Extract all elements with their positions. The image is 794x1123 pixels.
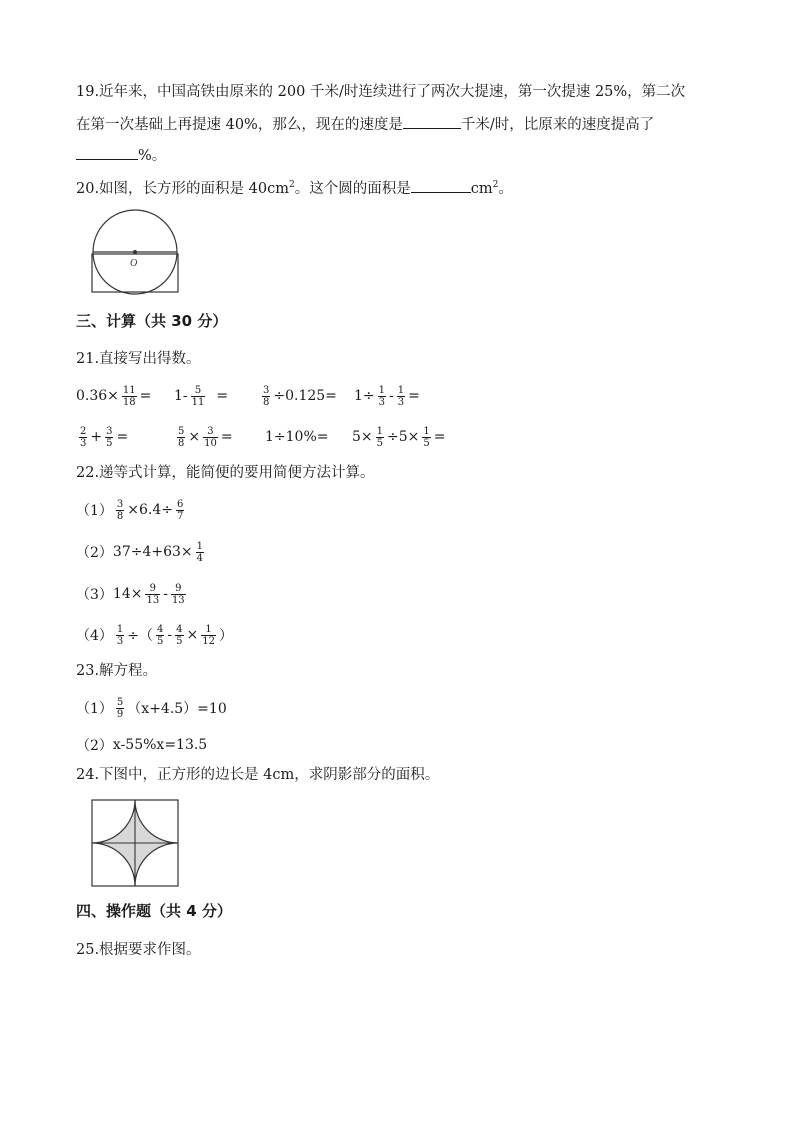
q22-p4-mid1: ÷（ — [127, 628, 154, 644]
numerator: 3 — [263, 384, 270, 396]
q21-r1-b-post: = — [216, 388, 229, 404]
q21-r2-item-b — [174, 426, 233, 449]
denominator: 9 — [116, 708, 124, 720]
q22-p1-frac2 — [176, 499, 184, 522]
denominator: 12 — [202, 635, 215, 647]
q22-p3-mid: - — [163, 586, 168, 602]
q22-p4-end: ） — [218, 628, 233, 644]
denominator: 3 — [378, 396, 386, 408]
q22-part3 — [76, 581, 189, 607]
q20-center-dot — [133, 250, 137, 254]
q23-part2 — [76, 732, 207, 758]
numerator: 11 — [122, 384, 136, 396]
q21-row2 — [76, 424, 776, 450]
q21-row1 — [76, 383, 776, 409]
q20-text-a: 20.如图，长方形的面积是 40cm — [76, 180, 289, 197]
denominator: 8 — [263, 396, 270, 408]
denominator: 11 — [191, 396, 205, 408]
q20-unit-sup: 2 — [492, 180, 499, 190]
q20-unit: cm — [470, 180, 493, 197]
denominator: 5 — [376, 437, 384, 449]
q21-r2-a-frac1 — [79, 426, 87, 449]
q21-r2-item-c — [265, 429, 329, 445]
denominator: 7 — [177, 510, 184, 522]
q25-title: 25.根据要求作图。 — [76, 942, 201, 958]
denominator: 4 — [196, 552, 204, 564]
q21-r1-item-a — [76, 385, 151, 408]
q20-answer-blank[interactable] — [411, 177, 471, 193]
numerator: 4 — [176, 623, 183, 635]
q21-title: 21.直接写出得数。 — [76, 351, 201, 367]
q21-r2-c-text: 1÷10%= — [265, 429, 329, 445]
numerator: 1 — [116, 623, 124, 635]
q21-r1-item-c — [259, 385, 337, 408]
section4-heading: 四、操作题（共 4 分） — [76, 902, 232, 920]
q22-p1-mid: ×6.4÷ — [127, 502, 174, 518]
q21-r1-d-mid: - — [389, 388, 394, 404]
q22-p4-frac2 — [156, 624, 164, 647]
q21-r1-a-pre: 0.36× — [76, 388, 119, 404]
q22-p4-mid3: × — [186, 627, 199, 643]
denominator: 3 — [397, 396, 405, 408]
q21-r2-d-mid: ÷5× — [387, 429, 420, 445]
q22-part2 — [76, 539, 207, 565]
q21-r1-c-post: ÷0.125= — [273, 388, 337, 404]
q21-r1-a-frac — [122, 385, 137, 408]
q21-r2-d-pre: 5× — [352, 429, 373, 445]
numerator: 1 — [423, 425, 430, 437]
numerator: 1 — [205, 623, 212, 635]
numerator: 1 — [378, 384, 386, 396]
q21-r2-b-post: = — [220, 429, 233, 445]
numerator: 1 — [397, 384, 405, 396]
denominator: 3 — [80, 437, 87, 449]
q21-r2-a-frac2 — [105, 426, 113, 449]
q19-answer-blank-speed[interactable] — [403, 113, 461, 129]
denominator: 5 — [176, 635, 183, 647]
q22-p2-pre: 37÷4+63× — [112, 544, 193, 560]
q22-p2-frac — [196, 541, 204, 564]
denominator: 3 — [116, 635, 124, 647]
q19-text-2a: 在第一次基础上再提速 40%，那么，现在的速度是 — [76, 117, 403, 133]
q20-line — [76, 175, 513, 199]
q22-p3-pre: 14× — [112, 586, 143, 602]
q24-title: 24.下图中，正方形的边长是 4cm，求阴影部分的面积。 — [76, 767, 440, 783]
q21-r2-a-post: = — [116, 429, 129, 445]
q23-p2-label: （2） — [76, 738, 113, 754]
denominator: 10 — [204, 437, 217, 449]
q19-line1 — [76, 82, 685, 102]
denominator: 13 — [146, 594, 160, 606]
q22-p1-frac1 — [116, 499, 124, 522]
q21-r2-d-frac2 — [422, 426, 430, 449]
q19-line3 — [76, 144, 166, 166]
q21-r1-d-pre: 1÷ — [354, 388, 375, 404]
q21-r1-item-d — [354, 385, 420, 408]
numerator: 4 — [157, 623, 164, 635]
q21-r2-d-post: = — [433, 429, 446, 445]
q19-text-1: 19.近年来，中国高铁由原来的 200 千米/时连续进行了两次大提速，第一次提速 25%，第二次 — [76, 84, 686, 100]
q22-p4-frac4 — [201, 624, 216, 647]
q22-p3-frac2 — [171, 583, 186, 606]
q22-p4-frac3 — [175, 624, 183, 647]
denominator: 8 — [116, 510, 124, 522]
q19-text-3b: %。 — [138, 148, 167, 164]
q23-p1-post: （x+4.5）=10 — [127, 701, 227, 717]
numerator: 9 — [149, 582, 157, 594]
q19-answer-blank-percent[interactable] — [76, 144, 138, 160]
q22-part1 — [76, 497, 187, 523]
q20-center-label: O — [130, 258, 138, 269]
numerator: 6 — [177, 498, 184, 510]
numerator: 3 — [106, 425, 113, 437]
q21-r2-b-frac2 — [203, 426, 218, 449]
q22-p1-label: （1） — [76, 503, 113, 519]
q21-r1-d-frac1 — [378, 385, 386, 408]
q21-r1-a-post: = — [139, 388, 152, 404]
q21-r2-b-frac1 — [177, 426, 185, 449]
q21-r2-b-mid: × — [188, 429, 201, 445]
q22-p3-label: （3） — [76, 587, 113, 603]
numerator: 1 — [376, 425, 384, 437]
q22-p2-label: （2） — [76, 545, 113, 561]
q19-line2 — [76, 113, 654, 135]
numerator: 3 — [207, 425, 214, 437]
q21-r1-b-frac — [191, 385, 206, 408]
q20-circle-rectangle-figure — [88, 206, 182, 296]
q21-r2-item-d — [352, 426, 446, 449]
numerator: 5 — [116, 696, 124, 708]
numerator: 5 — [194, 384, 202, 396]
q21-r2-item-a — [76, 426, 128, 449]
q23-p2-text: x-55%x=13.5 — [112, 737, 208, 753]
q23-part1 — [76, 695, 227, 721]
numerator: 3 — [116, 498, 124, 510]
q22-p3-frac1 — [145, 583, 160, 606]
q20-end: 。 — [498, 180, 513, 197]
numerator: 1 — [196, 540, 204, 552]
numerator: 5 — [178, 425, 185, 437]
q22-p4-label: （4） — [76, 628, 113, 644]
denominator: 5 — [423, 437, 430, 449]
denominator: 5 — [106, 437, 113, 449]
q22-p4-mid2: - — [167, 627, 173, 643]
section3-heading: 三、计算（共 30 分） — [76, 312, 228, 330]
q20-sup: 2 — [289, 180, 295, 190]
q22-title: 22.递等式计算，能简便的要用简便方法计算。 — [76, 465, 375, 481]
q21-r2-d-frac1 — [376, 426, 384, 449]
q21-r1-c-frac — [262, 385, 270, 408]
q22-part4 — [76, 622, 233, 648]
denominator: 5 — [157, 635, 164, 647]
denominator: 18 — [122, 396, 136, 408]
denominator: 13 — [171, 594, 185, 606]
q24-square-figure — [88, 796, 182, 888]
q23-title: 23.解方程。 — [76, 663, 158, 679]
denominator: 8 — [178, 437, 185, 449]
q23-p1-label: （1） — [76, 701, 113, 717]
numerator: 9 — [175, 582, 182, 594]
q22-p4-frac1 — [116, 624, 124, 647]
q23-p1-frac — [116, 697, 124, 720]
q19-text-2b: 千米/时，比原来的速度提高了 — [460, 117, 655, 133]
q21-r1-d-frac2 — [397, 385, 405, 408]
q20-text-b: 。这个圆的面积是 — [294, 180, 411, 197]
q21-r1-d-post: = — [408, 388, 420, 404]
numerator: 2 — [80, 425, 87, 437]
q21-r1-b-pre: 1- — [174, 388, 188, 404]
q21-r1-item-b — [174, 385, 228, 408]
q21-r2-a-mid: + — [90, 429, 103, 445]
